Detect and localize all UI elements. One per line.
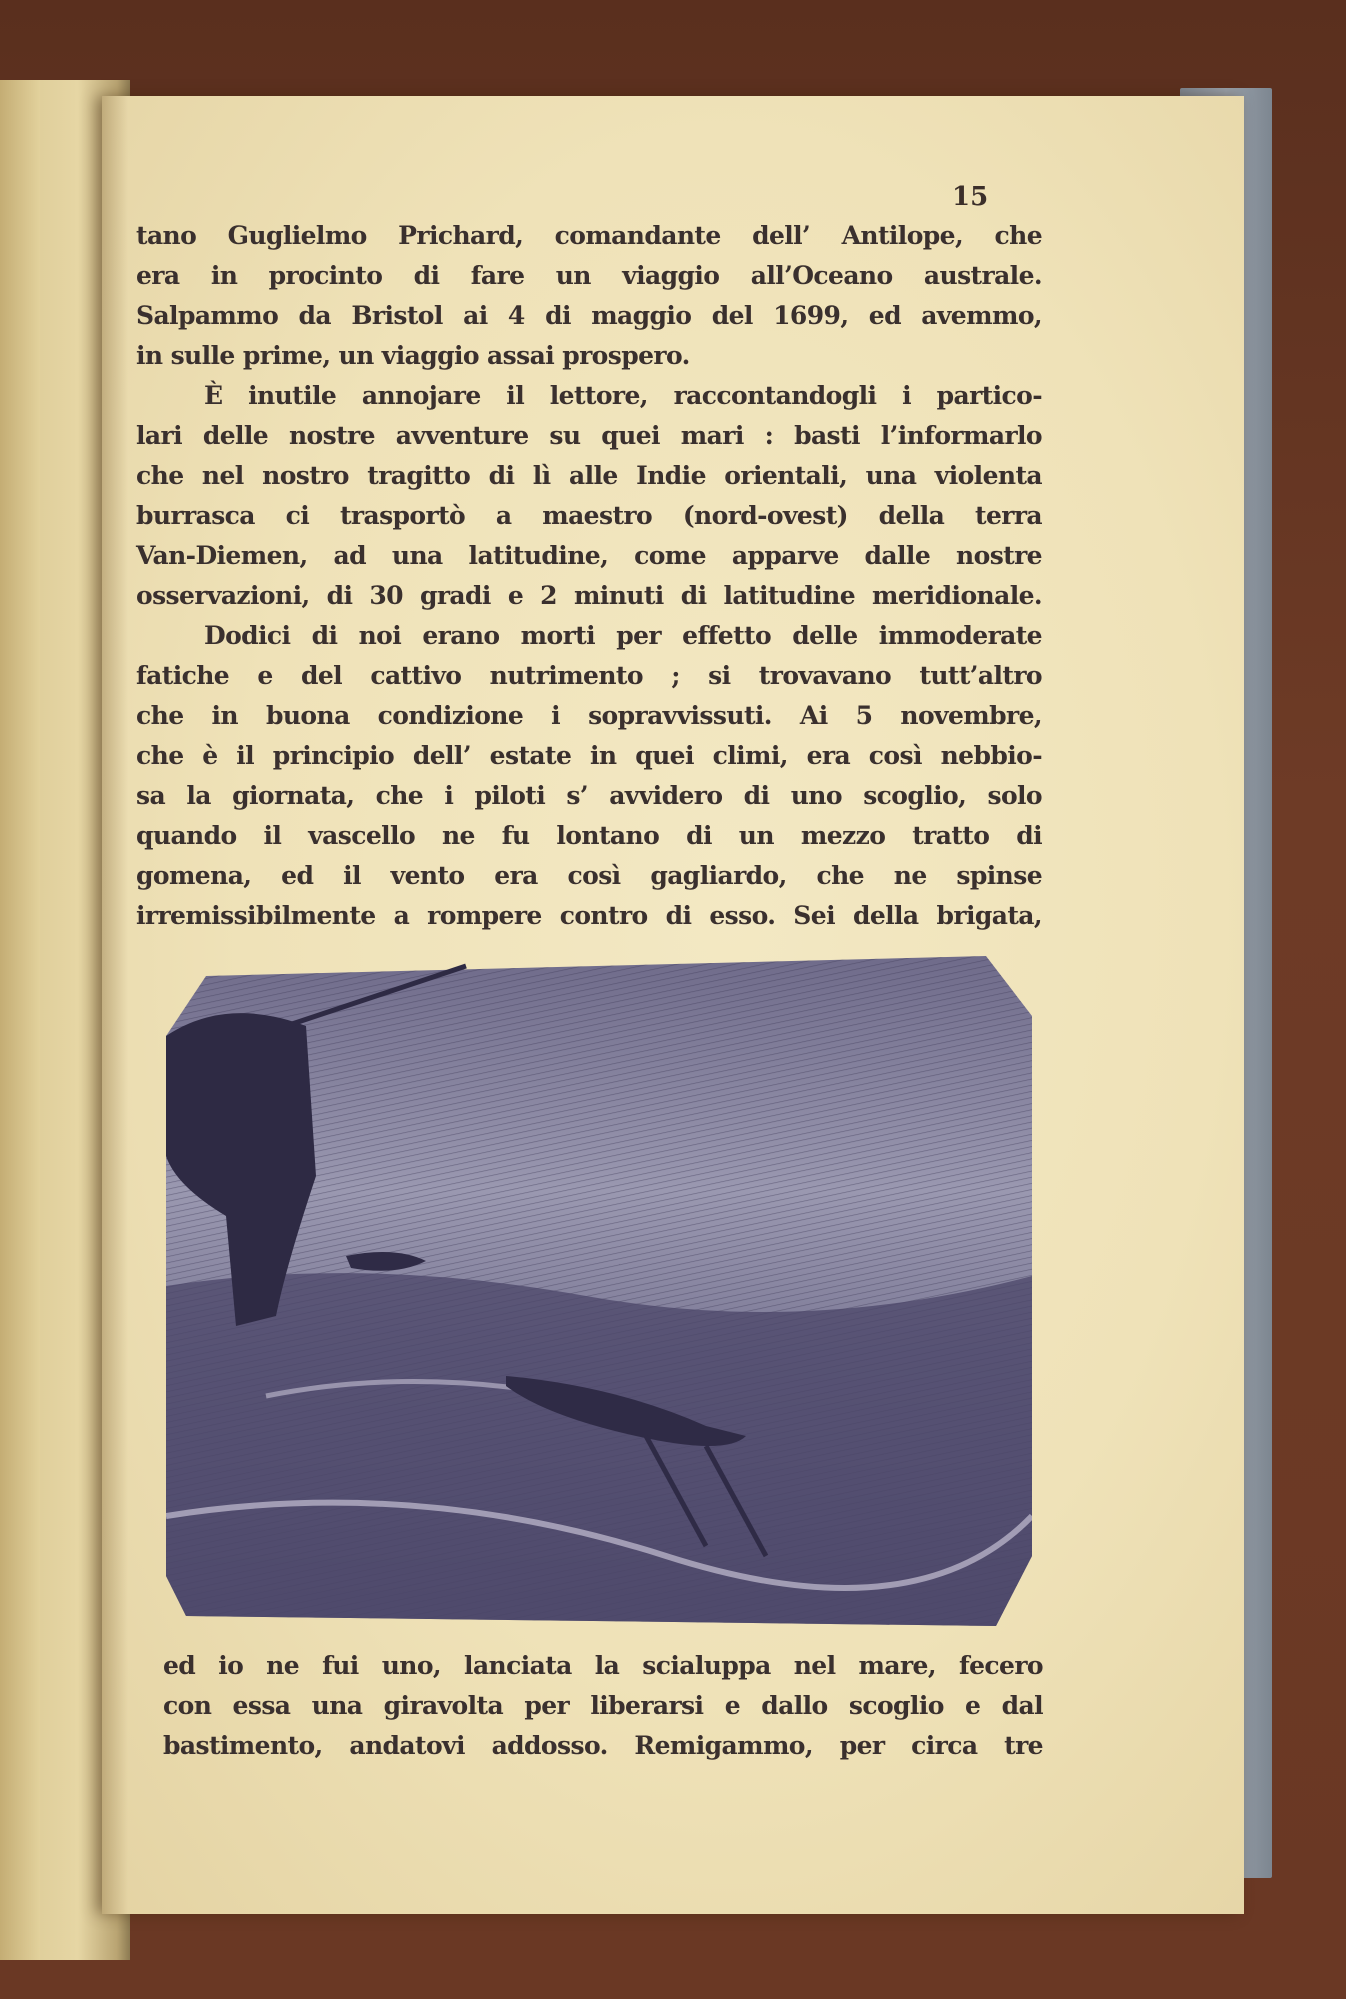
text-line: gomena, ed il vento era così gagliardo, che ne spinse [136, 861, 1042, 890]
text-line: era in procinto di fare un viaggio all’Oceano australe. [136, 261, 1042, 290]
text-line: lari delle nostre avventure su quei mari : basti l’informarlo [136, 421, 1042, 450]
text-line: ed io ne fui uno, lanciata la scialuppa nel mare, fecero [163, 1651, 1043, 1680]
text-line: fatiche e del cattivo nutrimento ; si trovavano tutt’altro [136, 661, 1042, 690]
text-line: Van-Diemen, ad una latitudine, come apparve dalle nostre [136, 541, 1042, 570]
left-page-edge [0, 80, 40, 1960]
text-block-top [136, 216, 1042, 936]
text-block-bottom [163, 1646, 1043, 1766]
text-line: quando il vascello ne fu lontano di un mezzo tratto di [136, 821, 1042, 850]
text-line: che in buona condizione i sopravvissuti. Ai 5 novembre, [136, 701, 1042, 730]
text-line: che nel nostro tragitto di lì alle Indie orientali, una violenta [136, 461, 1042, 490]
shipwreck-engraving [166, 956, 1032, 1626]
text-line: burrasca ci trasportò a maestro (nord-ovest) della terra [136, 501, 1042, 530]
text-line: che è il principio dell’ estate in quei climi, era così nebbio- [136, 741, 1042, 770]
text-line: bastimento, andatovi addosso. Remigammo, per circa tre [163, 1731, 1043, 1760]
text-line: sa la giornata, che i piloti s’ avvidero di uno scoglio, solo [136, 781, 1042, 810]
text-line: tano Guglielmo Prichard, comandante dell’ Antilope, che [136, 221, 1042, 250]
text-line: in sulle prime, un viaggio assai prospero. [136, 341, 690, 370]
text-line: con essa una giravolta per liberarsi e dallo scoglio e dal [163, 1691, 1043, 1720]
text-line: irremissibilmente a rompere contro di esso. Sei della brigata, [136, 901, 1042, 930]
page-number: 15 [952, 182, 989, 212]
text-line: osservazioni, di 30 gradi e 2 minuti di latitudine meridionale. [136, 581, 1042, 610]
text-line: Salpammo da Bristol ai 4 di maggio del 1699, ed avemmo, [136, 301, 1042, 330]
page-gutter-shadow [102, 96, 128, 1914]
text-line: Dodici di noi erano morti per effetto delle immoderate [204, 621, 1042, 650]
text-line: È inutile annojare il lettore, raccontandogli i partico- [204, 381, 1042, 410]
